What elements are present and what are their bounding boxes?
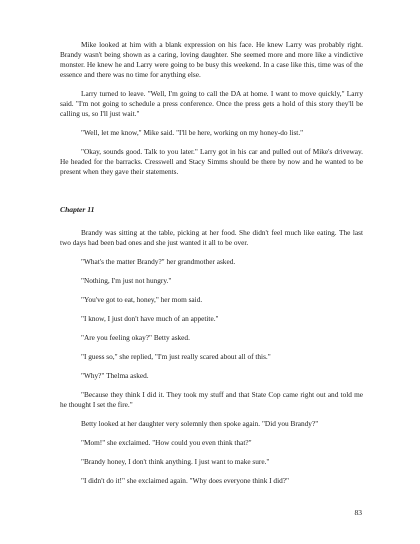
body-text [60, 40, 363, 495]
paragraph: "You've got to eat, honey," her mom said. [81, 295, 203, 304]
paragraph: "What's the matter Brandy?" her grandmother asked. [81, 257, 236, 266]
paragraph: Mike looked at him with a blank expression on his face. He knew Larry was probably right. Brandy wasn't being shown as a caring, loving daughter. She seemed more and more like a vindictive monster. He knew he and Larry were going to be busy this weekend. In a case like this, time was of the essence and there was no time for anything else. [60, 40, 363, 79]
paragraph: "Okay, sounds good. Talk to you later." Larry got in his car and pulled out of Mike's driveway. He headed for the barracks. Cresswell and Stacy Simms should be there by now and he wanted to be present when they gave their statements. [60, 147, 363, 176]
paragraph: "Are you feeling okay?" Betty asked. [81, 333, 190, 342]
paragraph: "Well, let me know," Mike said. "I'll be here, working on my honey-do list." [81, 128, 304, 137]
paragraph: "Brandy honey, I don't think anything. I just want to make sure." [81, 457, 270, 466]
page-number: 83 [354, 508, 362, 517]
paragraph: Brandy was sitting at the table, picking at her food. She didn't feel much like eating. The last two days had been bad ones and she just wanted it all to be over. [60, 228, 363, 247]
paragraph: Betty looked at her daughter very solemnly then spoke again. "Did you Brandy?" [81, 419, 319, 428]
paragraph: "I guess so," she replied, "I'm just really scared about all of this." [81, 352, 271, 361]
paragraph: "Why?" Thelma asked. [81, 371, 149, 380]
paragraph: "I didn't do it!" she exclaimed again. "Why does everyone think I did?" [81, 476, 289, 485]
chapter-heading: Chapter 11 [60, 205, 95, 214]
paragraph: Larry turned to leave. "Well, I'm going to call the DA at home. I want to move quickly," Larry said. "I'm not going to schedule a press conference. Once the press gets a hold of this story they'll be calling us, so I'll just wait." [60, 89, 363, 118]
paragraph: "Mom!" she exclaimed. "How could you even think that?" [81, 438, 252, 447]
paragraph: "Nothing, I'm just not hungry." [81, 276, 172, 285]
paragraph: "Because they think I did it. They took my stuff and that State Cop came right out and told me he thought I set the fire." [60, 390, 363, 409]
paragraph: "I know, I just don't have much of an appetite." [81, 314, 219, 323]
